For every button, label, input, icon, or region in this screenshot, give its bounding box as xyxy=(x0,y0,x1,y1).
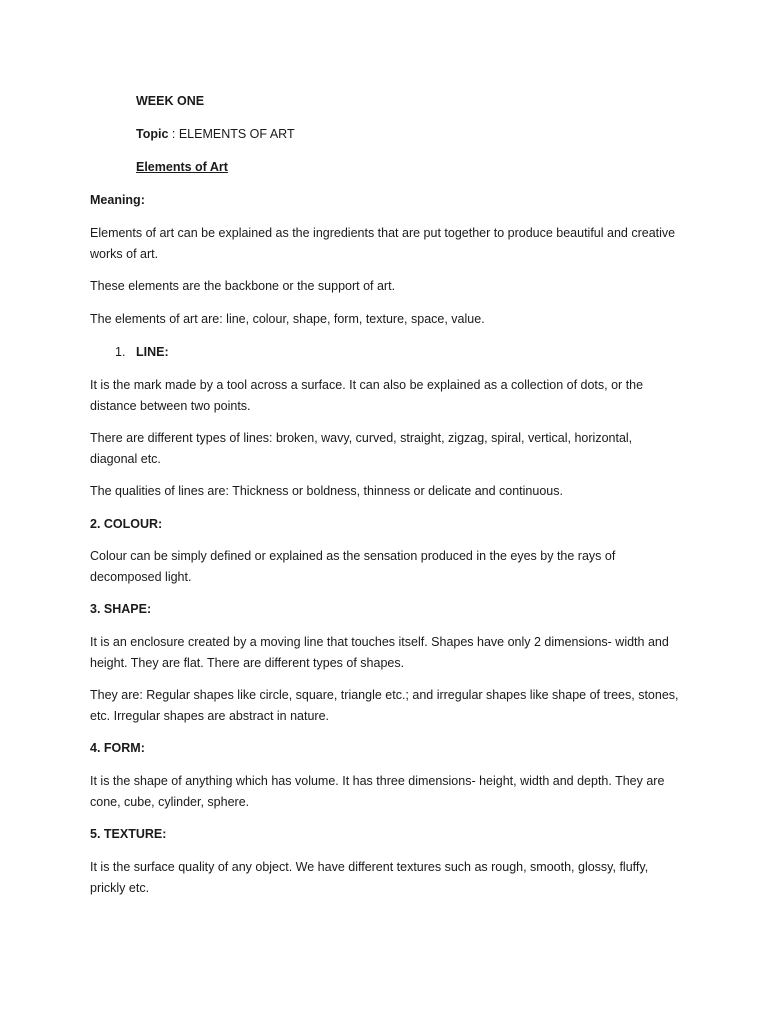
topic-line xyxy=(136,124,726,145)
topic-value: ELEMENTS OF ART xyxy=(178,127,295,141)
subtitle: Elements of Art xyxy=(136,160,228,174)
form-paragraph-1: It is the shape of anything which has volume. It has three dimensions- height, width and depth. They are cone, cube, cylinder, sphere. xyxy=(90,774,665,809)
colour-paragraph-1: Colour can be simply defined or explained as the sensation produced in the eyes by the rays of decomposed light. xyxy=(90,549,616,584)
line-paragraph-2: There are different types of lines: broken, wavy, curved, straight, zigzag, spiral, vertical, horizontal, diagonal etc. xyxy=(90,431,633,466)
line-paragraph-3: The qualities of lines are: Thickness or boldness, thinness or delicate and continuous. xyxy=(90,484,563,498)
line-heading: LINE: xyxy=(136,345,169,359)
meaning-heading: Meaning: xyxy=(90,193,145,207)
shape-heading: 3. SHAPE: xyxy=(90,602,152,616)
meaning-paragraph-1: Elements of art can be explained as the ingredients that are put together to produce beautiful and creative works of art. xyxy=(90,226,676,261)
meaning-paragraph-3: The elements of art are: line, colour, shape, form, texture, space, value. xyxy=(90,312,485,326)
form-heading: 4. FORM: xyxy=(90,741,145,755)
topic-label: Topic xyxy=(136,127,169,141)
colour-heading: 2. COLOUR: xyxy=(90,517,163,531)
topic-separator: : xyxy=(168,127,179,141)
line-paragraph-1: It is the mark made by a tool across a surface. It can also be explained as a collection of dots, or the distance between two points. xyxy=(90,378,644,413)
meaning-paragraph-2: These elements are the backbone or the support of art. xyxy=(90,279,396,293)
shape-paragraph-2: They are: Regular shapes like circle, square, triangle etc.; and irregular shapes like shape of trees, stones, etc. Irregular shapes are abstract in nature. xyxy=(90,688,679,723)
shape-paragraph-1: It is an enclosure created by a moving line that touches itself. Shapes have only 2 dimensions- width and height. They are flat. There are different types of shapes. xyxy=(90,635,669,670)
line-list-number: 1. xyxy=(115,345,126,359)
texture-paragraph-1: It is the surface quality of any object. We have different textures such as rough, smooth, glossy, fluffy, prickly etc. xyxy=(90,860,649,895)
week-title: WEEK ONE xyxy=(136,94,205,108)
texture-heading: 5. TEXTURE: xyxy=(90,827,167,841)
